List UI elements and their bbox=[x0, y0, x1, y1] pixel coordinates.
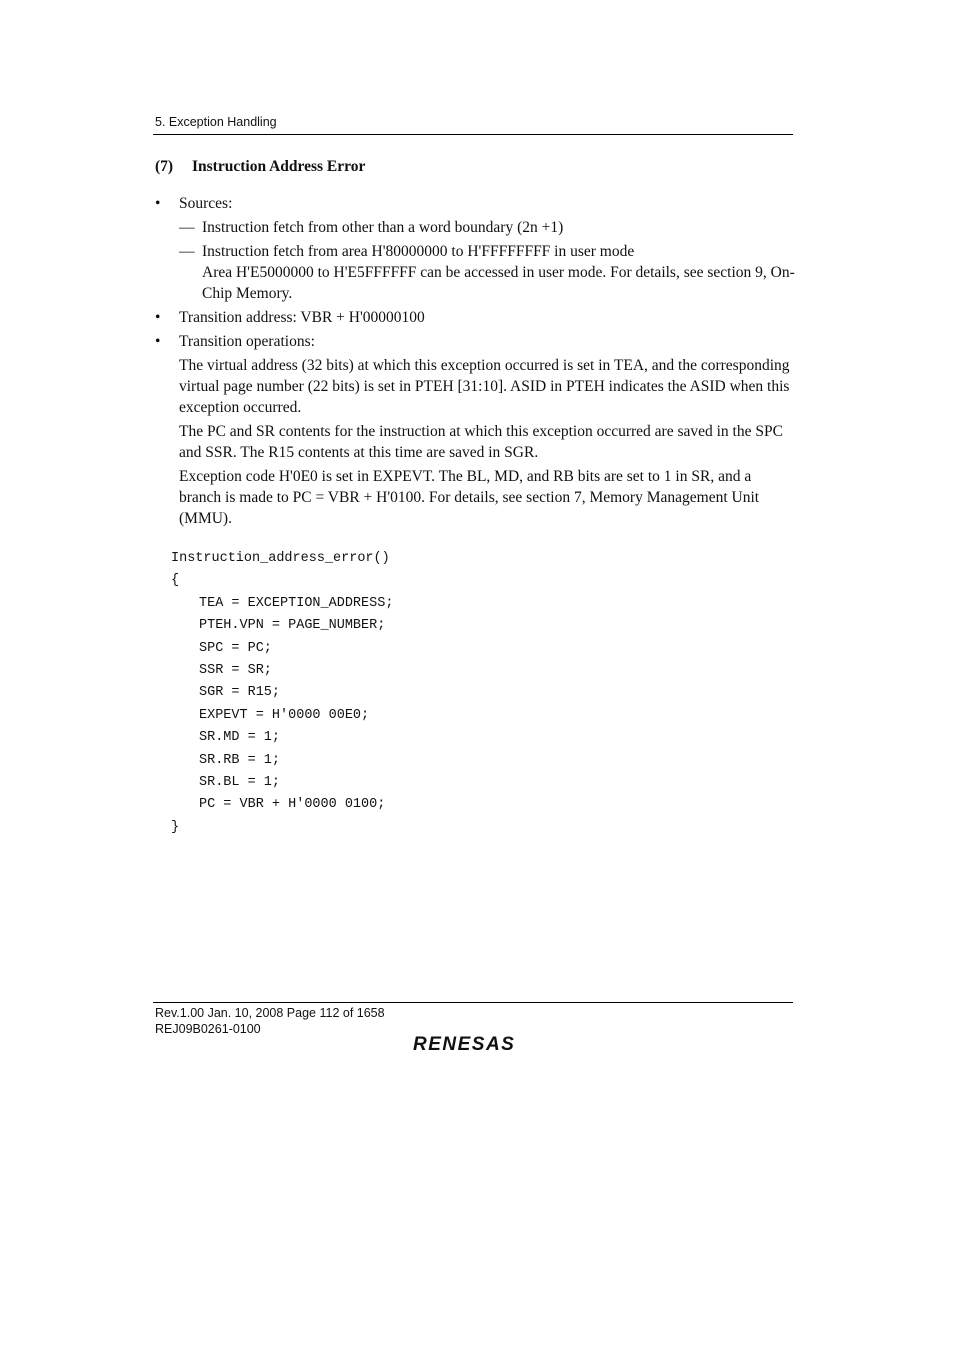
revision-line: Rev.1.00 Jan. 10, 2008 Page 112 of 1658 bbox=[155, 1006, 385, 1020]
transition-address: Transition address: VBR + H'00000100 bbox=[179, 309, 425, 326]
source-item-text: Instruction fetch from area H'80000000 to H'FFFFFFFF in user mode bbox=[202, 243, 635, 260]
source-item bbox=[179, 241, 795, 304]
dash-marker: — bbox=[179, 219, 195, 236]
transition-paragraph: Exception code H'0E0 is set in EXPEVT. The BL, MD, and RB bits are set to 1 in SR, and a branch is made to PC = VBR + H'0100. For details, see section 7, Memory Management Unit (MMU). bbox=[179, 468, 760, 527]
renesas-logo bbox=[413, 1034, 533, 1054]
section-heading bbox=[155, 158, 365, 176]
bullet-transition-operations bbox=[155, 331, 795, 529]
sources-note: Area H'E5000000 to H'E5FFFFFF can be accessed in user mode. For details, see section 9, On-Chip Memory. bbox=[202, 264, 795, 302]
running-header: 5. Exception Handling bbox=[155, 115, 277, 129]
sources-label: Sources: bbox=[179, 195, 233, 212]
section-number: (7) bbox=[155, 158, 174, 175]
bullet-dot: • bbox=[155, 195, 161, 212]
code-listing bbox=[171, 548, 393, 839]
code-line: TEA = EXCEPTION_ADDRESS; bbox=[199, 595, 394, 611]
transition-paragraph: The virtual address (32 bits) at which this exception occurred is set in TEA, and the corresponding virtual page number (22 bits) is set in PTEH [31:10]. ASID in PTEH indicates the ASID when this exception occurred. bbox=[179, 357, 790, 416]
code-line: PC = VBR + H'0000 0100; bbox=[199, 797, 386, 813]
code-line: SSR = SR; bbox=[199, 663, 272, 679]
section-body bbox=[155, 193, 795, 529]
code-line: SGR = R15; bbox=[199, 685, 281, 701]
header-rule bbox=[153, 134, 793, 135]
code-close-brace: } bbox=[171, 819, 180, 835]
code-line: SR.MD = 1; bbox=[199, 730, 281, 746]
code-line: SPC = PC; bbox=[199, 640, 272, 656]
code-line: SR.BL = 1; bbox=[199, 775, 281, 791]
bullet-sources bbox=[155, 193, 795, 304]
bullet-dot: • bbox=[155, 333, 161, 350]
section-title: Instruction Address Error bbox=[192, 158, 366, 175]
code-open-brace: { bbox=[171, 573, 180, 589]
source-item-text: Instruction fetch from other than a word boundary (2n +1) bbox=[202, 219, 564, 236]
transition-operations-label: Transition operations: bbox=[179, 333, 315, 350]
bullet-dot: • bbox=[155, 309, 161, 326]
code-line: SR.RB = 1; bbox=[199, 752, 281, 768]
bullet-transition-address bbox=[155, 307, 795, 328]
code-line: PTEH.VPN = PAGE_NUMBER; bbox=[199, 618, 386, 634]
source-item bbox=[179, 217, 795, 238]
code-function: Instruction_address_error() bbox=[171, 551, 390, 566]
page-footer bbox=[155, 1005, 385, 1037]
dash-marker: — bbox=[179, 243, 195, 260]
transition-paragraph: The PC and SR contents for the instruction at which this exception occurred are saved in the SPC and SSR. The R15 contents at this time are saved in SGR. bbox=[179, 423, 783, 461]
logo-text: RENESAS bbox=[413, 1034, 516, 1054]
document-number: REJ09B0261-0100 bbox=[155, 1022, 261, 1036]
footer-rule bbox=[153, 1002, 793, 1003]
code-line: EXPEVT = H'0000 00E0; bbox=[199, 707, 370, 723]
